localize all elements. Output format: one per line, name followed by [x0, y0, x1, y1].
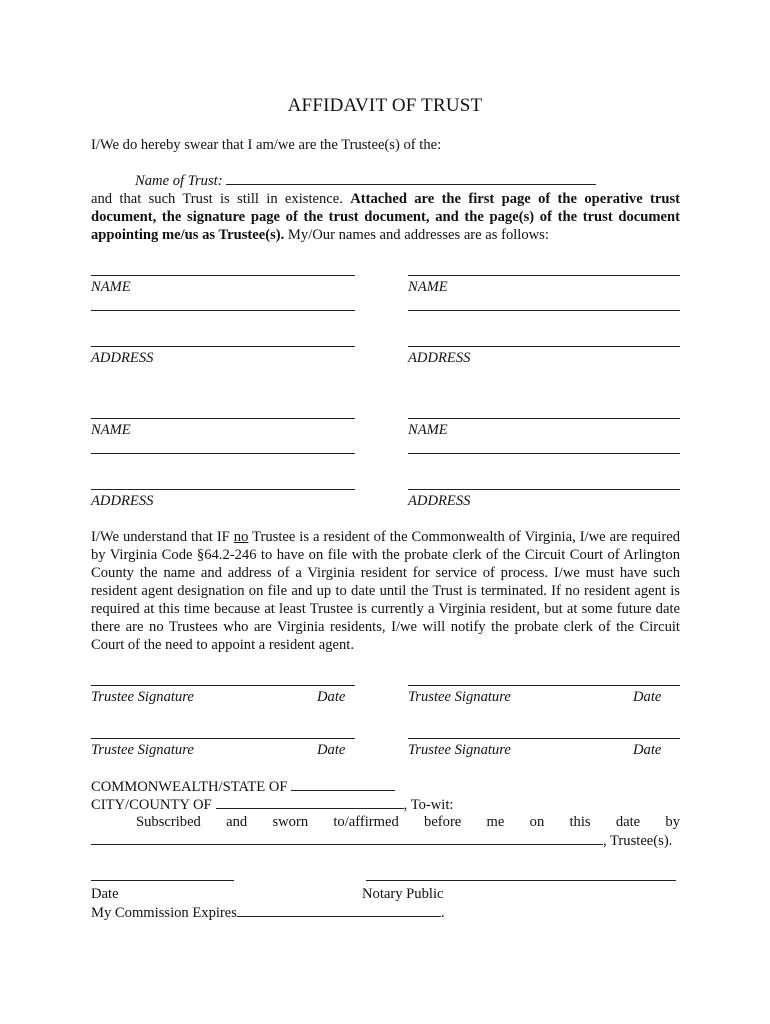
name-label-1: NAME: [91, 279, 131, 295]
trust-existence-paragraph: [91, 190, 680, 244]
city-label: CITY/COUNTY OF: [91, 797, 212, 813]
subscribed-word: on: [529, 814, 545, 830]
residency-no: no: [233, 529, 249, 545]
date-label-2: Date: [633, 689, 662, 705]
name-of-trust-field[interactable]: [226, 172, 596, 185]
address-label-1: ADDRESS: [91, 350, 154, 366]
attached-documents-text: Attached are the first page of the operative trust document, the signature page of the trust document, and the page(s) of the trust document appointing me/us as Trustee(s).: [91, 191, 680, 243]
commission-field[interactable]: [237, 904, 441, 917]
name-of-trust-label: Name of Trust:: [135, 173, 223, 189]
name-line-2[interactable]: [408, 275, 680, 276]
subscribed-word: Subscribed: [136, 814, 201, 830]
subscribed-word: me: [486, 814, 505, 830]
address-line-2[interactable]: [408, 346, 680, 347]
trustees-suffix: , Trustee(s).: [603, 833, 673, 849]
signature-line-1[interactable]: [91, 685, 355, 686]
subscribed-word: sworn: [272, 814, 309, 830]
address-label-2: ADDRESS: [408, 350, 471, 366]
notary-date-label: Date: [91, 886, 119, 902]
name-line-4[interactable]: [408, 418, 680, 419]
subscribed-word: date: [615, 814, 641, 830]
residency-paragraph: [91, 528, 680, 654]
subscribed-word: to/affirmed: [333, 814, 399, 830]
commission-label: My Commission Expires: [91, 905, 237, 921]
address-line-1[interactable]: [91, 346, 355, 347]
name-label-4: NAME: [408, 422, 448, 438]
state-field[interactable]: [291, 778, 395, 791]
commission-row: [91, 904, 445, 922]
signature-label-1: Trustee Signature: [91, 689, 194, 705]
residency-text-pre: I/We understand that IF: [91, 529, 230, 545]
signature-label-3: Trustee Signature: [91, 742, 194, 758]
name-of-trust-row: [135, 172, 596, 190]
notary-public-label: Notary Public: [362, 886, 444, 902]
trustees-row: [91, 832, 672, 850]
name-line-1[interactable]: [91, 275, 355, 276]
name-line-2b[interactable]: [408, 310, 680, 311]
subscribed-row: [136, 814, 680, 831]
address-label-4: ADDRESS: [408, 493, 471, 509]
signature-label-4: Trustee Signature: [408, 742, 511, 758]
page-title: AFFIDAVIT OF TRUST: [287, 95, 483, 116]
address-line-3[interactable]: [91, 489, 355, 490]
residency-text-post: Trustee is a resident of the Commonwealth of Virginia, I/we are required by Virginia Code §64.2-246 to have on file with the probate clerk of the Circuit Court of Arlington County the name and address of a Virginia resident for service of process. I/we must have such resident agent designation on file and up to date until the Trust is terminated. If no resident agent is required at this time because at least Trustee is currently a Virginia resident, but at some future date there are no Trustees who are Virginia residents, I/we will notify the probate clerk of the Circuit Court of the need to appoint a resident agent.: [91, 529, 680, 653]
name-label-3: NAME: [91, 422, 131, 438]
name-line-1b[interactable]: [91, 310, 355, 311]
city-field[interactable]: [216, 796, 404, 809]
existence-text: and that such Trust is still in existence.: [91, 191, 343, 207]
intro-text: I/We do hereby swear that I am/we are the Trustee(s) of the:: [91, 137, 442, 153]
city-row: [91, 796, 453, 814]
commission-end: .: [440, 905, 445, 921]
trustees-names-field[interactable]: [91, 832, 603, 845]
to-wit-label: , To-wit:: [403, 797, 454, 813]
name-line-3b[interactable]: [91, 453, 355, 454]
subscribed-word: this: [569, 814, 591, 830]
notary-public-line[interactable]: [366, 880, 676, 881]
signature-line-3[interactable]: [91, 738, 355, 739]
notary-date-line[interactable]: [91, 880, 234, 881]
date-label-4: Date: [633, 742, 662, 758]
subscribed-word: by: [665, 814, 680, 830]
subscribed-word: before: [424, 814, 462, 830]
address-label-3: ADDRESS: [91, 493, 154, 509]
date-label-3: Date: [317, 742, 346, 758]
names-intro-text: My/Our names and addresses are as follows:: [287, 227, 549, 243]
signature-label-2: Trustee Signature: [408, 689, 511, 705]
signature-line-4[interactable]: [408, 738, 680, 739]
name-label-2: NAME: [408, 279, 448, 295]
signature-line-2[interactable]: [408, 685, 680, 686]
address-line-4[interactable]: [408, 489, 680, 490]
state-label: COMMONWEALTH/STATE OF: [91, 779, 288, 795]
state-row: [91, 778, 395, 796]
date-label-1: Date: [317, 689, 346, 705]
subscribed-word: and: [226, 814, 248, 830]
name-line-4b[interactable]: [408, 453, 680, 454]
name-line-3[interactable]: [91, 418, 355, 419]
